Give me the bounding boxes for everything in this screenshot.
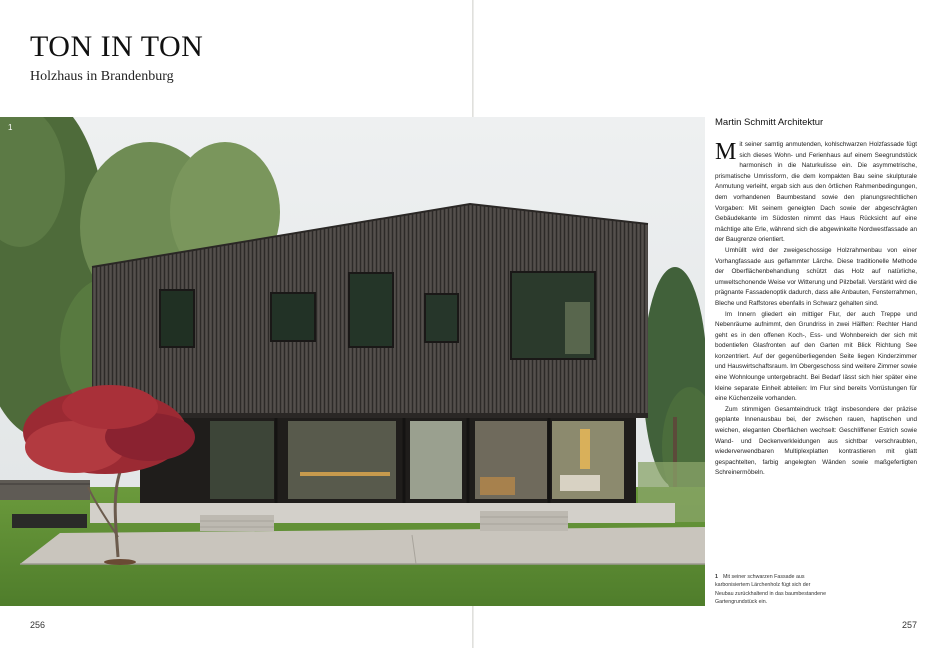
article-body [715, 140, 917, 479]
body-paragraph: Zum stimmigen Gesamteindruck trägt insbesondere der präzise geplante Innenausbau bei, der zwischen rauen, haptischen und weichen, eleganten Oberflächen wechselt: Geschliffener Estrich sowie Wand- und Deckenverkleidungen aus sichtbar verschraubten, wiederverwendbaren Multiplexplatten kontrastieren mit glatt gespachtelten, farbig angelegten Wänden sowie maßgefertigten Schreinermöbeln. [715, 405, 917, 477]
paragraph-text: it seiner samtig anmutenden, kohlschwarzen Holzfassade fügt sich dieses Wohn- und Ferienhaus auf einem Seegrundstück harmonisch in die Naturkulisse ein. Die asymmetrische, prismatische Umrissform, die dem kompakten Bau seine skulpturale Anmutung verleiht, ergab sich aus den örtlichen Rahmenbedingungen, dem vorhandenen Baumbestand sowie den planungsrechtlichen Vorgaben: Mit seinem geneigten Dach sowie der abgeschrägten Gebäudekante im Südosten nimmt das Haus Rücksicht auf eine mächtige alte Erle, während sich die abgewinkelte Nordwestfassade an der Baugrenze orientiert. [715, 141, 917, 244]
caption-number: 1 [715, 574, 718, 580]
article-title: TON IN TON [30, 30, 204, 63]
drop-cap: M [715, 139, 737, 165]
architect-heading: Martin Schmitt Architektur [715, 117, 824, 128]
body-paragraph [715, 140, 917, 246]
body-paragraph: Im Innern gliedert ein mittiger Flur, der auch Treppe und Nebenräume aufnimmt, den Grundriss in zwei Hälften: Rechter Hand geht es in den offenen Koch-, Ess- und Wohnbereich der sich mit bodentiefen Glasfronten auf den Garten mit Blick Richtung See konzentriert. Auf der gegenüberliegenden Seite liegen Kinderzimmer und Hauswirtschaftsraum. Im Obergeschoss sind weitere Zimmer sowie eine Wohnlounge untergebracht. Bei Bedarf lässt sich hier später eine kleine separate Einheit abteilen: Im Flur sind bereits Vorrüstungen für eine Küchenzeile vorhanden. [715, 310, 917, 403]
page-number-left: 256 [30, 620, 46, 630]
page-number-right: 257 [902, 620, 918, 630]
body-paragraph: Umhüllt wird der zweigeschossige Holzrahmenbau von einer Vorhangfassade aus geflammter Lärche. Diese traditionelle Methode der Oberflächenbehandlung schützt das Holz auf natürliche, umweltschonende Weise vor Witterung und Pilzbefall. Verstärkt wird die prägnante Fassadenoptik dadurch, dass alle Anbauten, Fensterrahmen, Bleche und Raffstores ebenfalls in Schwarz gehalten sind. [715, 246, 917, 307]
figure-number: 1 [8, 123, 13, 132]
ground-floor-glazing [140, 418, 636, 503]
planter [12, 514, 87, 528]
house-photo [0, 117, 705, 606]
caption-text: Mit seiner schwarzen Fassade aus karbonisiertem Lärchenholz fügt sich der Neubau zurückhaltend in das baumbestandene Gartengrundstück ein. [715, 574, 827, 605]
article-subtitle: Holzhaus in Brandenburg [30, 69, 174, 84]
garden-fence [0, 480, 90, 500]
photo-caption [715, 573, 827, 606]
terrace-deck [20, 503, 705, 564]
